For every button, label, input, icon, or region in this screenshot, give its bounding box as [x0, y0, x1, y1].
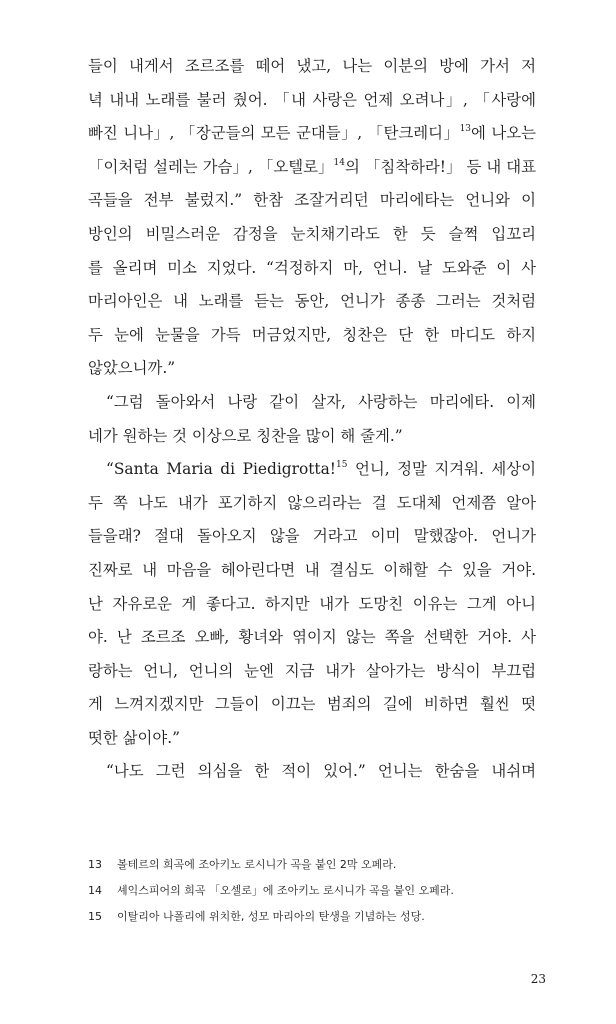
text-line [88, 252, 536, 286]
footnote-number: 13 [88, 858, 102, 871]
text-segment: 의 「침착하라!」 등 내 대표 [344, 157, 536, 176]
footnote-number: 14 [88, 884, 102, 897]
text-segment: 야. 난 조르조 오빠, 황녀와 엮이지 않는 쪽을 선택한 거야. 사 [88, 628, 536, 647]
text-line [88, 520, 536, 554]
text-line [88, 688, 536, 722]
text-line [88, 453, 536, 487]
body-text [88, 50, 536, 789]
text-line [88, 386, 536, 420]
text-segment: 진짜로 내 마음을 헤아린다면 내 결심도 이해할 수 있을 거야. [88, 560, 536, 579]
text-segment: 를 올리며 미소 지었다. “걱정하지 마, 언니. 날 도와준 이 사 [88, 258, 536, 277]
text-line [88, 285, 536, 319]
text-segment: 언니, 정말 지겨워. 세상이 [347, 460, 536, 479]
text-segment: 빠진 니나」, 「장군들의 모든 군대들」, 「탄크레디」 [88, 124, 460, 143]
text-segment: “나도 그런 의심을 한 적이 있어.” 언니는 한숨을 내쉬며 [106, 762, 536, 781]
text-line [88, 117, 536, 151]
text-segment: “그럼 돌아와서 나랑 같이 살자, 사랑하는 마리에타. 이제 [106, 392, 536, 411]
text-line [88, 655, 536, 689]
text-line [88, 352, 536, 386]
text-segment: 네가 원하는 것 이상으로 칭찬을 많이 해 줄게.” [88, 426, 403, 445]
text-segment: 게 느껴지겠지만 그들이 이끄는 범죄의 길에 비하면 훨씬 떳 [88, 695, 536, 714]
footnote [88, 852, 548, 878]
text-line [88, 554, 536, 588]
footnote-reference: 13 [459, 124, 472, 135]
footnote-reference: 14 [333, 157, 345, 168]
text-segment: 들이 내게서 조르조를 떼어 냈고, 나는 이분의 방에 가서 저 [88, 57, 536, 75]
footnotes [88, 852, 548, 930]
text-segment: 에 나오는 [471, 124, 536, 143]
text-line [88, 588, 536, 622]
text-line [88, 218, 536, 252]
text-segment: 「이처럼 설레는 가슴」, 「오텔로」 [88, 157, 334, 176]
footnote-text: 볼테르의 희곡에 조아키노 로시니가 곡을 붙인 2막 오페라. [117, 858, 397, 871]
text-segment: 방인의 비밀스러운 감정을 눈치채기라도 한 듯 슬쩍 입꼬리 [88, 224, 536, 243]
footnote [88, 878, 548, 904]
text-segment: 마리아인은 내 노래를 듣는 동안, 언니가 종종 그러는 것처럼 [88, 292, 536, 311]
text-segment: 떳한 삶이야.” [88, 728, 180, 747]
text-line [88, 722, 536, 756]
footnote-text: 이탈리아 나폴리에 위치한, 성모 마리아의 탄생을 기념하는 성당. [117, 910, 425, 923]
page-number: 23 [530, 972, 546, 986]
text-line [88, 420, 536, 454]
text-line [88, 487, 536, 521]
text-line [88, 151, 536, 185]
text-line [88, 319, 536, 353]
text-segment: 들을래? 절대 돌아오지 않을 거라고 이미 말했잖아. 언니가 [88, 527, 536, 546]
text-segment: 두 쪽 나도 내가 포기하지 않으리라는 걸 도대체 언제쯤 알아 [88, 493, 536, 512]
footnote-reference: 15 [335, 460, 348, 471]
text-segment: 난 자유로운 게 좋다고. 하지만 내가 도망친 이유는 그게 아니 [88, 594, 536, 613]
text-segment: 않았으니까.” [88, 359, 176, 378]
text-line [88, 184, 536, 218]
text-line [88, 755, 536, 789]
footnote [88, 904, 548, 930]
text-line [88, 621, 536, 655]
footnote-text: 셰익스피어의 희곡 「오셀로」에 조아키노 로시니가 곡을 붙인 오페라. [117, 884, 454, 897]
text-segment: 랑하는 언니, 언니의 눈엔 지금 내가 살아가는 방식이 부끄럽 [88, 661, 536, 680]
text-segment: 녁 내내 노래를 불러 줬어. 「내 사랑은 언제 오려나」, 「사랑에 [88, 90, 536, 109]
text-line [88, 50, 536, 84]
text-line [88, 84, 536, 118]
text-segment: 두 눈에 눈물을 가득 머금었지만, 칭찬은 단 한 마디도 하지 [88, 325, 536, 344]
text-segment: “Santa Maria di Piedigrotta! [106, 460, 336, 479]
text-segment: 곡들을 전부 불렀지.” 한참 조잘거리던 마리에타는 언니와 이 [88, 191, 536, 210]
footnote-number: 15 [88, 910, 102, 923]
